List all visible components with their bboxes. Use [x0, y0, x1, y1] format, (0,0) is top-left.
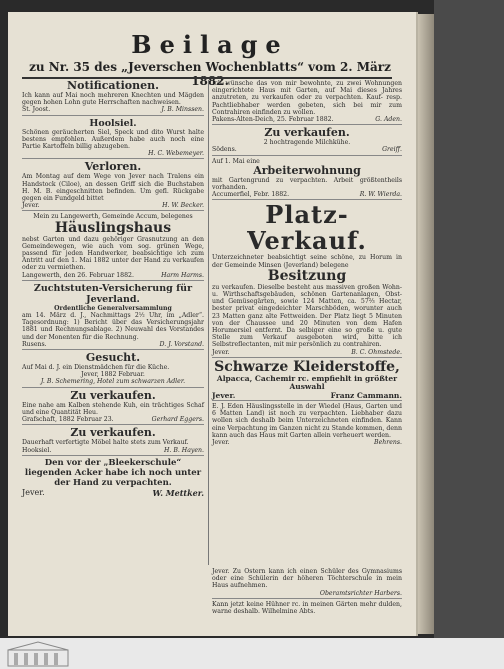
- ad-signature: [22, 106, 204, 113]
- ad-subhead: Ordentliche Generalversammlung: [54, 304, 172, 312]
- left-column: [22, 80, 204, 501]
- ad-text: am 14. März d. J., Nachmittags 2½ Uhr, im „Adler“. Tagesordnung: 1) Bericht über das Versicherungsjahr 1881 und Rechnungsablage. 2) Neuwahl des Vorstandes und der Monenten für die Rechnung.: [22, 312, 204, 341]
- ad-text: Ich kann auf Mai noch mehreren Knechten und Mägden gegen hohen Lohn gute Herrschaften nachweisen.: [22, 92, 204, 107]
- sig-place: Jever.: [22, 202, 40, 210]
- ad-signature: [22, 416, 204, 423]
- right-column: [212, 80, 402, 449]
- viewer-footer: [0, 638, 504, 669]
- ad-headline: Zu verkaufen.: [70, 426, 156, 440]
- ad-haeuslingsstelle-wiedel: [212, 403, 402, 447]
- ad-subhead: Alpacca, Cachemir rc. empfiehlt in größter Auswahl: [216, 373, 398, 392]
- sig-name: J. B. Schemering, Hotel zum schwarzen Adler.: [40, 378, 186, 386]
- sig-name: H. W. Becker.: [162, 202, 204, 210]
- scanner-background: [434, 0, 504, 669]
- ad-headline: Arbeiterwohnung: [253, 163, 361, 177]
- ad-signature: [22, 341, 204, 348]
- sig-place: Hooksiel.: [22, 446, 52, 454]
- ad-signature: [22, 202, 204, 209]
- sig-place: Jever.: [212, 439, 230, 447]
- sig-place: Jever.: [212, 348, 230, 356]
- ad-headline: Notificationen.: [67, 79, 159, 92]
- sig-name: W. Mettker.: [152, 487, 204, 498]
- ad-headline: Platz-Verkauf.: [247, 200, 367, 256]
- sig-name: Gerhard Eggers.: [151, 416, 204, 424]
- ad-signature: [22, 272, 204, 279]
- sig-place: Accumerfiel, Febr. 1882.: [212, 191, 290, 199]
- ad-schueler: [212, 568, 402, 599]
- ad-subhead: Besitzung: [267, 267, 347, 284]
- sig-name: J. B. Minssen.: [161, 106, 204, 114]
- ad-headline: Zu verkaufen.: [70, 388, 156, 402]
- sig-name: Greiff.: [382, 146, 402, 154]
- page-edge: [418, 14, 434, 634]
- ad-intro: Auf 1. Mai eine: [212, 157, 260, 165]
- ad-signature: [212, 191, 402, 198]
- ad-intro: Mein zu Langewerth, Gemeinde Accum, belegenes: [33, 213, 193, 221]
- ad-text: Am Montag auf dem Wege von Jever nach Tralens ein Handstock (Ciloe), an dessen Griff sich die Buchstaben H. M. B. eingeschnitten befinden. Um gefl. Rückgabe gegen ein Fundgeld bittet: [22, 173, 204, 203]
- sig-name: D. J. Vorstand.: [159, 340, 204, 348]
- sig-name: H. B. Hayen.: [163, 446, 204, 454]
- sig-place: Pakens-Alten-Deich, 25. Februar 1882.: [212, 116, 334, 124]
- sig-name: Oberamtsrichter Harbers.: [319, 589, 402, 597]
- ad-signature: [212, 146, 402, 153]
- ad-headline: Den vor der „Bleekerschule“ liegenden Acker habe ich noch unter der Hand zu verpachten.: [24, 457, 202, 488]
- sig-place: Jever.: [212, 390, 236, 400]
- ad-text: E. J. Eden Häuslingsstelle in der Wiedel (Haus, Garten und 6 Matten Land) ist noch zu verpachten. Liebhaber dazu wollen sich deshalb beim Unterzeichneten einfinden. Kann eine Verpachtung im Ganzen nicht zu Stande kommen, denn kann auch das Haus mit Garten allein verheuert werden.: [212, 403, 403, 439]
- ad-zu-verkaufen-kuh: [22, 390, 204, 426]
- ad-text: Ich wünsche das von mir bewohnte, zu zwei Wohnungen eingerichtete Haus mit Garten, auf Mai dieses Jahres anzutreten, zu verkaufen oder zu verpachten. Kauf- resp. Pachtliebhaber werden gebeten, sich bei mir zum Contrahiren einfinden zu wollen.: [212, 80, 402, 116]
- ad-milchkuehe: [212, 127, 402, 155]
- ad-text-2: zu verkaufen. Dieselbe besteht aus massiven großen Wohn- u. Wirthschaftsgebäuden, schönen Gartenanlagen, Obst- und Gemüsegärten, sowie 124 Matten, ca. 57⅔ Hectar, bester privat eingedeichter Marschböden, worunter auch 23 Matten ganz alte Fettweiden. Der Platz liegt 5 Minuten von der Chaussee und 20 Minuten von dem Hafen Horumersiel entfernt. Da selbiger eine so große u. gute Stelle zum Verkauf ausgeboten wird, bitte ich Selbstreflectanten, mit mir persönlich zu contrahiren.: [212, 283, 402, 349]
- ad-headline: Zuchtstuten-Versicherung für Jeverland.: [33, 282, 193, 305]
- sig-place: Langewerth, den 26. Februar 1882.: [22, 271, 134, 279]
- ad-text: Kann jetzt keine Hühner rc. in meinen Gärten mehr dulden, warne deshalb. Wilhelmine Abts.: [212, 600, 402, 616]
- ad-huehner: [212, 601, 402, 616]
- ad-signature: [212, 392, 402, 399]
- column-divider: [208, 80, 209, 565]
- sig-name: H. C. Webemeyer.: [148, 150, 204, 158]
- ad-signature: [22, 488, 204, 498]
- sig-place: Södens.: [212, 146, 237, 154]
- ad-text: Unterzeichneter beabsichtigt seine schöne, zu Horum in der Gemeinde Minsen (Jeverland) belegene: [212, 254, 402, 269]
- ad-signature: [212, 116, 402, 123]
- ad-signature: [22, 150, 204, 157]
- ad-headline: Schwarze Kleiderstoffe,: [214, 358, 400, 375]
- ad-signature: [22, 447, 204, 454]
- sig-place: Jever, 1882 Februar.: [81, 371, 145, 379]
- sig-place: Grafschaft, 1882 Februar 23.: [22, 416, 114, 424]
- ad-verloren: [22, 161, 204, 211]
- ad-haeuslingshaus: [22, 213, 204, 280]
- ad-text: Eine nahe am Kalben stehende Kuh, ein trächtiges Schaf und eine Quantität Heu.: [22, 401, 204, 416]
- ad-gesucht: [22, 352, 204, 388]
- ad-text: nebst Garten und dazu gehöriger Grasnutzung an den Gemeindewegen, wie auch vom sog. grünen Wege, passend für jeden Handwerker, beabsichtige ich zum Antritt auf den 1. Mai 1882 unter der Hand zu verkaufen oder zu vermiethen.: [22, 235, 204, 272]
- ad-headline: Verloren.: [84, 160, 142, 174]
- ad-zu-verkaufen-moebel: [22, 427, 204, 455]
- ad-headline: Hoolsiel.: [89, 117, 137, 129]
- ad-text: 2 hochtragende Milchkühe.: [263, 139, 351, 147]
- sig-place: Rusens.: [22, 340, 47, 348]
- sig-place: St. Joost.: [22, 106, 51, 114]
- ad-headline: Gesucht.: [85, 351, 141, 365]
- ad-headline: Häuslingshaus: [54, 219, 172, 236]
- ad-headline: Zu verkaufen.: [264, 126, 350, 140]
- ad-text: mit Gartengrund zu verpachten. Arbeit größtentheils vorhanden.: [212, 176, 402, 192]
- page-subtitle: zu Nr. 35 des „Jeverschen Wochenblatts“ vom 2. März 1882.: [29, 60, 391, 88]
- page-title: Beilage: [131, 30, 289, 59]
- ad-bleekerschule: [22, 458, 204, 499]
- ad-hoolsiel: [22, 118, 204, 160]
- ad-text: Dauerhaft verfertigte Möbel halte stets zum Verkauf.: [22, 439, 189, 447]
- ad-signature: [212, 349, 402, 356]
- library-logo-icon: [6, 640, 70, 668]
- ad-zuchtstuten: [22, 283, 204, 350]
- ad-text: Auf Mai d. J. ein Dienstmädchen für die Küche.: [22, 364, 170, 372]
- ad-signature: [212, 439, 402, 446]
- ad-arbeiterwohnung: [212, 158, 402, 201]
- sig-place: Jever.: [22, 487, 45, 497]
- ad-kleiderstoffe: [212, 360, 402, 401]
- sig-name: B. C. Ohmstede.: [351, 348, 402, 356]
- ad-platz-verkauf: [212, 202, 402, 357]
- sig-name: Harm Harms.: [161, 271, 204, 279]
- ad-text: Jever. Zu Ostern kann ich einen Schüler des Gymnasiums oder eine Schülerin der höheren Töchterschule in mein Haus aufnehmen.: [212, 568, 402, 590]
- sig-name: R. W. Wierda.: [359, 191, 402, 199]
- sig-name: Franz Cammann.: [330, 390, 402, 400]
- ad-text: Schönen geräucherten Siel, Speck und dito Wurst halte bestens empfohlen. Außerdem habe auch noch eine Partie Kartoffeln billig abzugeben.: [22, 128, 204, 151]
- sig-name: G. Aden.: [375, 116, 402, 124]
- bottom-ads: [212, 568, 402, 618]
- sig-name: Behrens.: [374, 439, 402, 447]
- ad-haus-pakens: [212, 80, 402, 125]
- ad-notificationen: [22, 80, 204, 116]
